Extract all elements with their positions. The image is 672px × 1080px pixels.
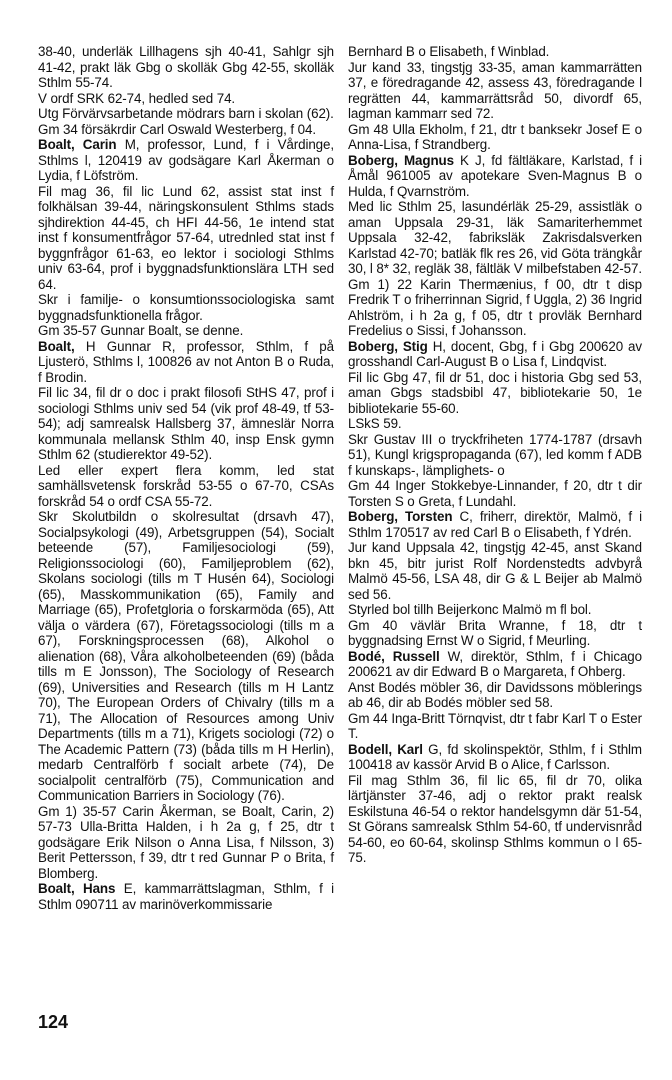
entry-text: Jur kand 33, tingstjg 33-35, aman kammarrätten 37, e föredragande 42, assess 43, föredragande l regrätten 44, kammarrättsråd 50, divordf 65, lagman kammarr sed 72. — [348, 59, 642, 121]
entry-text: Fil lic Gbg 47, fil dr 51, doc i historia Gbg sed 53, aman Gbgs stadsbibl 47, bibliotekarie 50, 1e bibliotekarie 55-60. — [348, 369, 642, 416]
entry-surname-heading: Boalt, Hans — [38, 881, 116, 896]
entry-text: V ordf SRK 62-74, hedled sed 74. — [38, 90, 236, 106]
biography-entry-start — [348, 153, 642, 200]
biography-paragraph — [348, 773, 642, 866]
left-column — [38, 44, 334, 912]
entry-text: Gm 44 Inga-Britt Törnqvist, dtr t fabr Karl T o Ester T. — [348, 710, 642, 741]
entry-text: Led eller expert flera komm, led stat samhällsvetensk forskråd 53-55 o 67-70, CSAs forskråd 54 o ordf CSA 55-72. — [38, 462, 334, 509]
entry-text: H, docent, Gbg, f i Gbg 200620 av grosshandl Carl-August B o Lisa f, Lindqvist. — [348, 338, 642, 369]
entry-text: H Gunnar R, professor, Sthlm, f på Ljusterö, Sthlms l, 100826 av not Anton B o Ruda, f Brodin. — [38, 338, 334, 385]
biography-paragraph — [38, 385, 334, 463]
biography-entry-start — [348, 649, 642, 680]
biography-entry-start — [38, 881, 334, 912]
entry-text: Skr Skolutbildn o skolresultat (drsavh 47), Socialpsykologi (49), Arbetsgruppen (54), Socialt beteende (57), Familjesociologi (59), Religionssociologi (60), Familjeproblem (62), Skolans sociologi (tills m T Husén 64), Sociologi (65), Masskommunikation (65), Family and Marriage (65), Profetgloria o forskarmöda (65), Att välja o värdera (67), Företagssociologi (tills m a 67), Forskningsprocessen (68), Alkohol o alienation (68), Våra alkoholbeteenden (69) (båda tills m E Jonsson), The Sociology of Research (69), Universities and Research (tills m H Lantz 70), The European Orders of Chivalry (tills m a 71), The Allocation of Resources among Univ Departments (tills m a 71), Krigets sociologi (72) o The Academic Pattern (73) (båda tills m H Herlin), medarb Centralförb f socialt arbete (74), De socialpolit centralförb (75), Communication and Communication Barriers in Sociology (76). — [38, 509, 334, 803]
entry-text: Utg Förvärvsarbetande mödrars barn i skolan (62). — [38, 106, 334, 121]
entry-text: Med lic Sthlm 25, lasundérläk 25-29, assistläk o aman Uppsala 29-31, läk Samariterhemmet Uppsala 32-42, fabriksläk Zakrisdalsverken Karlstad 42-70; batläk flk res 26, vid Göta trängkår 30, l 8* 32, regläk 38, fältläk V milbefstaben 42-57. — [348, 199, 642, 276]
entry-text: Gm 48 Ulla Ekholm, f 21, dtr t banksekr Josef E o Anna-Lisa, f Strandberg. — [348, 121, 642, 152]
biography-paragraph — [38, 44, 334, 91]
biography-paragraph — [38, 509, 334, 804]
entry-text: Skr Gustav III o tryckfriheten 1774-1787 (drsavh 51), Kungl krigspropaganda (67), led komm f ADB f kunskaps-, lämplighets- o — [348, 431, 642, 478]
page-number: 124 — [38, 1012, 69, 1032]
biography-paragraph — [348, 432, 642, 479]
entry-text: Fil mag 36, fil lic Lund 62, assist stat inst f folkhälsan 39-44, näringskonsulent Sthlms stads sjhdirektion 44-45, ch HFI 44-56, 1e intend stat inst f konsumentfrågor 57-64, utrednled stat inst f byggnfrågor 61-63, eo lektor i sociologi Sthlms univ 63-64, prof i byggnadsfunktionslära LTH sed 64. — [38, 183, 334, 292]
entry-text: E, kammarrättslagman, Sthlm, f i Sthlm 090711 av marinöverkommissarie — [38, 881, 335, 912]
entry-text: 38-40, underläk Lillhagens sjh 40-41, Sahlgr sjh 41-42, prakt läk Gbg o skolläk Gbg 42-55, skolläk Sthlm 55-74. — [38, 44, 334, 90]
entry-text: C, friherr, direktör, Malmö, f i Sthlm 170517 av red Carl B o Elisabeth, f Ydrén. — [348, 509, 642, 540]
biography-paragraph — [348, 416, 642, 432]
entry-surname-heading: Boberg, Stig — [348, 338, 428, 354]
right-column — [348, 44, 642, 866]
biography-paragraph — [38, 122, 334, 138]
biography-paragraph — [348, 602, 642, 618]
entry-text: Gm 35-57 Gunnar Boalt, se denne. — [38, 323, 244, 338]
entry-text: W, direktör, Sthlm, f i Chicago 200621 av dir Edward B o Margareta, f Ohberg. — [348, 648, 642, 679]
entry-surname-heading: Bodell, Karl — [348, 741, 423, 757]
biography-entry-start — [38, 339, 334, 386]
entry-text: Gm 1) 22 Karin Thermænius, f 00, dtr t disp Fredrik T o friherrinnan Sigrid, f Uggla, 2) 36 Ingrid Ahlström, i h 2a g, f 05, dtr t provläk Bernhard Fredelius o Sissi, f Johansson. — [348, 276, 642, 338]
biography-entry-start — [348, 509, 642, 540]
biography-paragraph — [348, 44, 642, 60]
entry-text: Skr i familje- o konsumtionssociologiska samt byggnadsfunktionella frågor. — [38, 292, 334, 323]
entry-text: K J, fd fältläkare, Karlstad, f i Åmål 961005 av apotekare Sven-Magnus B o Hulda, f Qvarnström. — [348, 152, 642, 199]
biography-entry-start — [348, 742, 642, 773]
entry-text: Anst Bodés möbler 36, dir Davidssons möblerings ab 46, dir ab Bodés möbler sed 58. — [348, 679, 642, 710]
biography-paragraph — [38, 106, 334, 122]
entry-text: Gm 40 vävlär Brita Wranne, f 18, dtr t byggnadsing Ernst W o Sigrid, f Meurling. — [348, 617, 642, 648]
entry-text: G, fd skolinspektör, Sthlm, f i Sthlm 100418 av kassör Arvid B o Alice, f Carlsson. — [348, 741, 642, 772]
entry-text: Bernhard B o Elisabeth, f Winblad. — [348, 44, 550, 59]
entry-surname-heading: Bodé, Russell — [348, 648, 440, 664]
biography-paragraph — [348, 618, 642, 649]
entry-text: Gm 1) 35-57 Carin Åkerman, se Boalt, Carin, 2) 57-73 Ulla-Britta Halden, i h 2a g, f 25, dtr t godsägare Erik Nilson o Anna Lisa, f Nilsson, 3) Berit Pettersson, f 39, dtr t red Gunnar P o Brita, f Blomberg. — [38, 803, 334, 881]
biography-paragraph — [348, 478, 642, 509]
biography-paragraph — [38, 292, 334, 323]
biography-entry-start — [38, 137, 334, 184]
entry-text: Fil lic 34, fil dr o doc i prakt filosofi StHS 47, prof i sociologi Sthlms univ sed 54 (vik prof 48-49, tf 53-54); adj samrealsk Hallsberg 37, ämneslär Norra kommunala mellansk Sthlm 40, insp Ensk gymn Sthlm 62 (studierektor 49-52). — [38, 385, 334, 462]
entry-text: Styrled bol tillh Beijerkonc Malmö m fl bol. — [348, 602, 592, 617]
entry-text: Jur kand Uppsala 42, tingstjg 42-45, anst Skand bkn 45, bitr jurist Rolf Nordenstedts advbyrå Malmö 45-56, LSA 48, dir G & L Beijer ab Malmö sed 56. — [348, 540, 642, 602]
entry-surname-heading: Boalt, Carin — [38, 137, 117, 152]
entry-surname-heading: Boalt, — [38, 338, 75, 354]
entry-text: LSkS 59. — [348, 416, 402, 431]
biography-paragraph — [348, 540, 642, 602]
biography-paragraph — [348, 199, 642, 277]
entry-text: Gm 34 försäkrdir Carl Oswald Westerberg, f 04. — [38, 121, 316, 137]
entry-text: M, professor, Lund, f i Vårdinge, Sthlms l, 120419 av godsägare Karl Åkerman o Lydia, f Löfström. — [38, 137, 335, 183]
biography-paragraph — [348, 60, 642, 122]
entry-text: Fil mag Sthlm 36, fil lic 65, fil dr 70, olika lärtjänster 37-46, adj o rektor prakt realsk Eskilstuna 46-54 o rektor handelsgymn där 51-54, St Görans samrealsk Sthlm 54-60, tf undervisnråd 54-60, eo 60-64, skolinsp Sthlms kommun o l 65-75. — [348, 772, 642, 865]
biography-paragraph — [348, 122, 642, 153]
biography-entry-start — [348, 339, 642, 370]
biography-paragraph — [38, 804, 334, 882]
biography-paragraph — [348, 277, 642, 339]
biography-paragraph — [348, 711, 642, 742]
biography-paragraph — [348, 680, 642, 711]
biography-paragraph — [38, 184, 334, 293]
biography-paragraph — [38, 463, 334, 510]
biography-paragraph — [38, 323, 334, 339]
entry-surname-heading: Boberg, Magnus — [348, 152, 454, 168]
biography-paragraph — [38, 91, 334, 107]
entry-surname-heading: Boberg, Torsten — [348, 509, 453, 524]
entry-text: Gm 44 Inger Stokkebye-Linnander, f 20, dtr t dir Torsten S o Greta, f Lundahl. — [348, 478, 642, 509]
biography-paragraph — [348, 370, 642, 417]
